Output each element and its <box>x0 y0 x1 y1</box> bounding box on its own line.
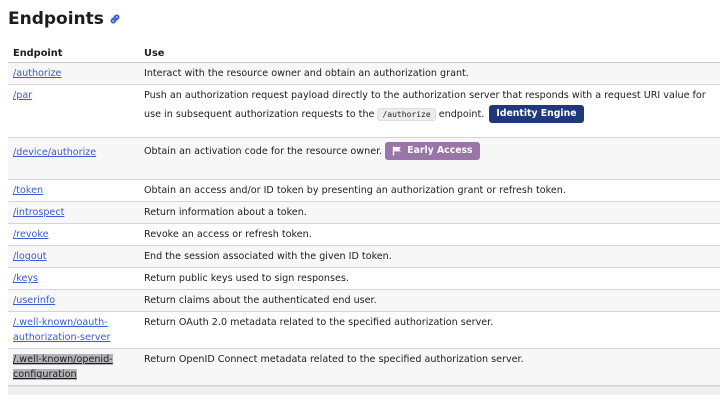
table-row <box>8 63 720 85</box>
endpoint-link-authorize[interactable]: /authorize <box>13 68 62 79</box>
endpoint-cell <box>8 224 139 246</box>
endpoint-cell <box>8 268 139 290</box>
endpoint-cell <box>8 138 139 180</box>
early-access-badge <box>385 142 479 160</box>
inline-code: /authorize <box>377 108 435 121</box>
section-heading <box>8 8 121 30</box>
horizontal-scrollbar[interactable] <box>8 386 720 395</box>
use-cell: Return OAuth 2.0 metadata related to the specified authorization server. <box>139 312 720 349</box>
column-header-endpoint: Endpoint <box>8 44 139 63</box>
use-cell: Return claims about the authenticated end user. <box>139 290 720 312</box>
use-cell: Return public keys used to sign responses. <box>139 268 720 290</box>
endpoints-table <box>8 44 720 386</box>
table-header-row <box>8 44 720 63</box>
use-text: Push an authorization request payload directly to the authorization server that responds with a request URI value for use in subsequent authorization requests to the <box>144 90 706 120</box>
endpoint-link-keys[interactable]: /keys <box>13 273 39 284</box>
endpoint-link-revoke[interactable]: /revoke <box>13 229 49 240</box>
endpoint-link-introspect[interactable]: /introspect <box>13 207 65 218</box>
identity-engine-badge: Identity Engine <box>489 105 583 123</box>
endpoint-cell <box>8 349 139 386</box>
table-row <box>8 85 720 138</box>
endpoint-link-logout[interactable]: /logout <box>13 251 47 262</box>
use-cell: Revoke an access or refresh token. <box>139 224 720 246</box>
use-cell <box>139 85 720 138</box>
flag-icon <box>392 146 402 156</box>
use-text: Obtain an activation code for the resource owner. <box>144 146 383 157</box>
endpoint-cell <box>8 312 139 349</box>
use-cell: End the session associated with the given ID token. <box>139 246 720 268</box>
endpoint-cell <box>8 246 139 268</box>
column-header-use: Use <box>139 44 720 63</box>
endpoint-link-par[interactable]: /par <box>13 90 33 101</box>
endpoint-link-oauth-authorization-server[interactable]: /.well-known/oauth-authorization-server <box>13 317 111 343</box>
table-row <box>8 180 720 202</box>
use-cell: Return OpenID Connect metadata related to the specified authorization server. <box>139 349 720 386</box>
endpoint-cell <box>8 180 139 202</box>
table-row <box>8 349 720 386</box>
page-title: Endpoints <box>8 9 104 29</box>
use-cell: Interact with the resource owner and obtain an authorization grant. <box>139 63 720 85</box>
endpoint-cell <box>8 63 139 85</box>
link-icon[interactable] <box>109 13 121 25</box>
early-access-label: Early Access <box>407 145 473 156</box>
endpoint-link-userinfo[interactable]: /userinfo <box>13 295 56 306</box>
table-row <box>8 202 720 224</box>
endpoint-cell <box>8 202 139 224</box>
endpoint-link-openid-configuration[interactable]: /.well-known/openid-configuration <box>13 354 113 380</box>
use-cell: Return information about a token. <box>139 202 720 224</box>
table-row <box>8 312 720 349</box>
table-row <box>8 224 720 246</box>
endpoint-cell <box>8 85 139 138</box>
endpoint-link-device-authorize[interactable]: /device/authorize <box>13 147 97 158</box>
table-row <box>8 268 720 290</box>
table-row <box>8 290 720 312</box>
use-cell: Obtain an access and/or ID token by presenting an authorization grant or refresh token. <box>139 180 720 202</box>
use-cell <box>139 138 720 180</box>
endpoint-link-token[interactable]: /token <box>13 185 44 196</box>
table-row <box>8 138 720 180</box>
endpoint-cell <box>8 290 139 312</box>
table-row <box>8 246 720 268</box>
use-text-end: endpoint. <box>435 109 485 120</box>
